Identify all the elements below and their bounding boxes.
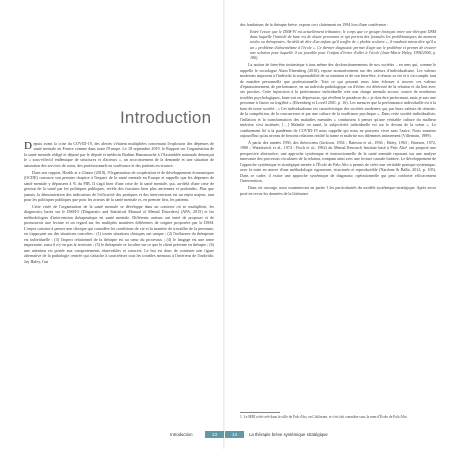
page-number-left: 13	[211, 432, 217, 437]
left-paragraph-1	[24, 141, 214, 168]
footnote: 1. Le MRI a été créé dans la ville de Palo Alto, en Californie, et s'est fait connaître sous le nom d'École de Palo Alto.	[240, 415, 408, 419]
left-paragraph-2: Dans son rapport, Health at a Glance (2018), l'Organisation de coopération et de développement économiques (OCDE) consacre son premier chapitre à l'impact de la santé mentale en Europe et rappelle que les dépenses de santé mentale y dépassent 4 % du PIB. Il s'agit bien d'une crise de la santé mentale, qui, au-delà d'une crise de gestion de la santé par les politiques publiques, révèle des fractures bien plus anciennes et profondes. Plus que jamais, la démonstration des indicateurs de l'efficacité des pratiques et des interventions est un enjeu majeur, tant pour les politiques publiques que pour les acteurs de la santé mentale et, en premier lieu, les patients.	[24, 169, 214, 203]
right-page-body	[240, 22, 436, 198]
footer-left-label: Introduction	[170, 432, 193, 437]
right-paragraph-3: À partir des années 1950, des théoriciens (Jackson, 1954 ; Bateson et al., 1956 ; Haley, 1963 ; Bateson, 1972, 1980 ; Watzlawick et al., 1974 ; Fisch et al., 1982) du Mental Research Institute basé à Palo Alto¹ ont proposé une perspective alternative, une approche systémique et interactionnelle de la santé mentale reposant sur une analyse innovante des processus circulaires de la relation, rompant ainsi avec une lecture causale linéaire. Le développement de l'approche systémique et stratégique menée à l'École de Palo Alto a permis de créer une véritable pratique systémique, avec la mise en œuvre d'une méthodologie rigoureuse, structurée et reproductible (Nardone & Balbi, 2012, p. 105). Dans ce cadre, il existe une approche systémique de diagnostic opérationnelle qui peut conforter efficacement l'intervention.	[240, 140, 436, 184]
right-paragraph-4: Dans cet ouvrage, nous examinerons en partie 1 les particularités du modèle systémique-stratégique. Après avoir posé en revue les données de la littérature	[240, 185, 436, 196]
left-paragraph-3: Cette visée de l'organisation de la santé mentale se développe dans un contexte où se multiplient, les diagnostics basés sur le DSM-5 (Diagnostic and Statistical Manual of Mental Disorders) (APA, 2015) et les méthodologies d'intervention thérapeutique en santé mentale. Différents auteurs ont tenté de proposer et de promouvoir une lecture et un regard sur les multiples manières différentes de soigner proposées par le DSM. L'enjeu consiste à penser une clinique qui considère les conditions de vie et la manière de travailler de la personne, en s'appuyant sur des situations concrètes : (1) toutes situations cliniques ont unique ; (2) l'influence du thérapeute est individuelle ; (3) l'aspect relationnel de la thérapie est au cœur du processus ; (4) le langage est une arme importante, aussi il n'y en pas le territoire ; (5) le thérapeute se focalise sur ce que le client présente en thérapie ; (6) une attention est portée aux comportements observables et concrets. Le but est donc de contester une figure alternative de la pathologie centrée qui s'attache à caractériser tous les troubles mentaux à l'intérieur de l'individu. Jay Haley, l'un	[24, 203, 214, 264]
dropcap: D	[24, 140, 32, 152]
left-paragraph-1-text: epuis avant la crise du COVID-19, des alertes s'étaient multipliées concernant l'explosion des dépenses de santé mentale en France comme dans toute l'Europe. Le 18 septembre 2019, le Rapport sur l'organisation de la santé mentale rédigé et déposé par le député et médecin Brahim Hammouche à l'Assemblée nationale dénonçait le « sous-effectif endémique de structures et d'acteurs », un accroissement de la demande et une situation de saturation des services de soins, des professionnels en souffrance et des patients en errance.	[24, 141, 214, 168]
left-page	[4, 0, 224, 449]
left-page-body	[24, 141, 214, 265]
block-quote: Entre l'essor que le DSM-IV est actuellement tributaire, le corps que ce groupe énonçait entre une thérapie DSM dans laquelle l'intitulé de base est de douze personnes et qui portent des formules les problématiques du moment seules ou thérapeutes. Au-delà de dire d'un enfant qu'il souffre de « phobie scolaire », il vaudrait mieux dire qu'il a un « problème d'absentéisme à l'école ». Ce dernier diagnostic permet d'agir sur le problème et permet de trouver une solution pour laquelle il est possible pour l'enfant d'éviter d'aller à l'école (Jean-Marie Haley, 1994/2000, p. 186).	[250, 28, 436, 60]
right-page	[225, 0, 445, 449]
right-paragraph-2: La notion de bien-être intrinsèque à tous même des dysfonctionnements de nos sociétés – en sens qui, comme le rappelle le sociologue Alain Ehrenberg (2010), repose normativement sur des valeurs d'individualisme. Les valeurs modernes imposent à l'individu la responsabilité de sa situation et de son bien-être, à réussir sa vie et à s'accomplir tant de manière personnelle que professionnelle. Tout ce qui pourrait nous faire échouer à trouver ces valeurs d'épanouissement, de performance, en un individu pathologique ou d'échec est détérioré de la relation et du lien avec ses proches. Cette injonction à la performance individuelle crée une charge mentale accrue, source de nombreux troubles psychologiques, burn-out ou dépression, qui révèlent le paradoxe du « je dois être performant, mais je suis une personne à l'autre ou fragilisé » (Ehrenberg et Lovell 2001, p. 16). Les mesures que la performance individuelle est à la base de notre société : « Cet individualisme est caractéristique des sociétés modernes qui, par leurs valeurs de réussite, de la compétition, de la concurrence et par une culture de la souffrance psychique ». Dans cette société individualiste, l'inflation et la transformation des maladies mentales « conduisent à penser qu'une véritable culture du malheur intérieur s'est instituée, […] Maladie ou santé, la subjectivité individuelle est sur le devant de la scène ». Le confinement lié à la pandémie de COVID-19 nous rappelle qui nous ne pouvons vivre sans l'autre. Nous sommes aujourd'hui qu'au niveau de besoins relations réalité la trame et maîtrise nos dilemmes intimement (Villemain, 1989).	[240, 62, 436, 139]
chapter-title: Introduction	[120, 108, 212, 127]
right-paragraph-1: des fondateurs de la thérapie brève, expose ceci clairement en 1994 lors d'une conférence :	[240, 22, 389, 27]
footer-right-label: La thérapie brève systémique stratégique	[249, 432, 328, 437]
page-number-right: 14	[231, 432, 237, 437]
footnote-rule	[240, 412, 280, 413]
